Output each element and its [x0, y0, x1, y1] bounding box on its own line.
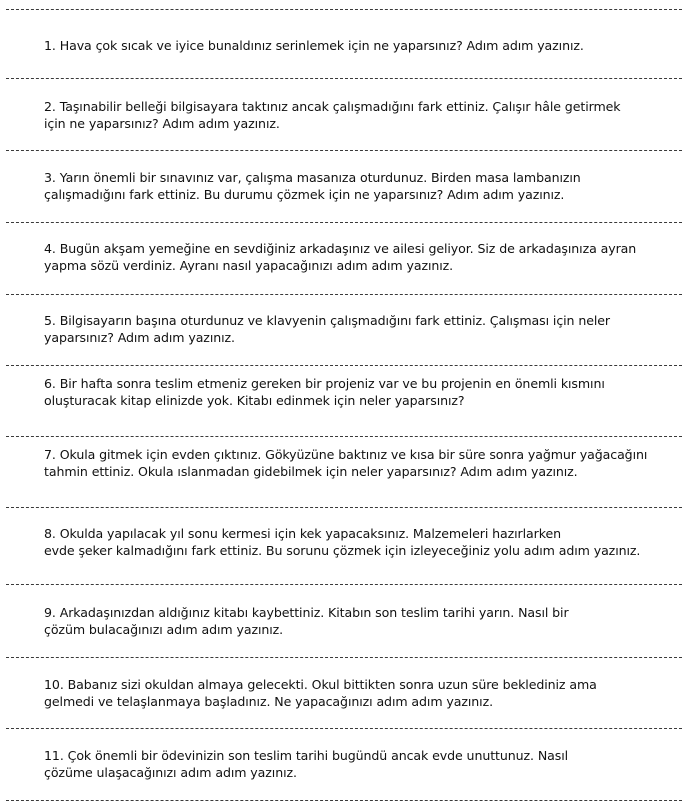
question-4: 4. Bugün akşam yemeğine en sevdiğiniz arkadaşınız ve ailesi geliyor. Siz de arkadaşınıza ayran yapma sözü verdiniz. Ayranı nasıl yapacağınızı adım adım yazınız.: [44, 241, 637, 273]
divider: [6, 365, 682, 366]
question-1: 1. Hava çok sıcak ve iyice bunaldınız serinlemek için ne yaparsınız? Adım adım yazınız.: [44, 38, 584, 53]
divider: [6, 657, 682, 658]
question-11: 11. Çok önemli bir ödevinizin son teslim tarihi bugündü ancak evde unuttunuz. Nasıl çözüme ulaşacağınızı adım adım yazınız.: [44, 748, 569, 780]
question-2: 2. Taşınabilir belleği bilgisayara taktınız ancak çalışmadığını fark ettiniz. Çalışır hâle getirmek için ne yaparsınız? Adım adım yazınız.: [44, 99, 621, 131]
question-6: 6. Bir hafta sonra teslim etmeniz gereken bir projeniz var ve bu projenin en önemli kısmını oluşturacak kitap elinizde yok. Kitabı edinmek için neler yaparsınız?: [44, 376, 605, 408]
divider: [6, 584, 682, 585]
divider: [6, 294, 682, 295]
divider: [6, 150, 682, 151]
divider: [6, 436, 682, 437]
question-5: 5. Bilgisayarın başına oturdunuz ve klavyenin çalışmadığını fark ettiniz. Çalışması için neler yaparsınız? Adım adım yazınız.: [44, 313, 610, 345]
divider: [6, 728, 682, 729]
question-8: 8. Okulda yapılacak yıl sonu kermesi için kek yapacaksınız. Malzemeleri hazırlarken evde şeker kalmadığını fark ettiniz. Bu sorunu çözmek için izleyeceğiniz yolu adım adım yazınız.: [44, 526, 641, 558]
divider: [6, 800, 682, 801]
question-9: 9. Arkadaşınızdan aldığınız kitabı kaybettiniz. Kitabın son teslim tarihi yarın. Nasıl bir çözüm bulacağınızı adım adım yazınız.: [44, 605, 569, 637]
question-10: 10. Babanız sizi okuldan almaya gelecekti. Okul bittikten sonra uzun süre beklediniz ama gelmedi ve telaşlanmaya başladınız. Ne yapacağınızı adım adım yazınız.: [44, 677, 597, 709]
divider: [6, 507, 682, 508]
divider: [6, 222, 682, 223]
divider: [6, 78, 682, 79]
divider: [6, 9, 682, 10]
question-3: 3. Yarın önemli bir sınavınız var, çalışma masanıza oturdunuz. Birden masa lambanızın çalışmadığını fark ettiniz. Bu durumu çözmek için ne yaparsınız? Adım adım yazınız.: [44, 170, 581, 202]
question-7: 7. Okula gitmek için evden çıktınız. Gökyüzüne baktınız ve kısa bir süre sonra yağmur yağacağını tahmin ettiniz. Okula ıslanmadan gidebilmek için neler yaparsınız? Adım adım yazınız.: [44, 447, 648, 479]
